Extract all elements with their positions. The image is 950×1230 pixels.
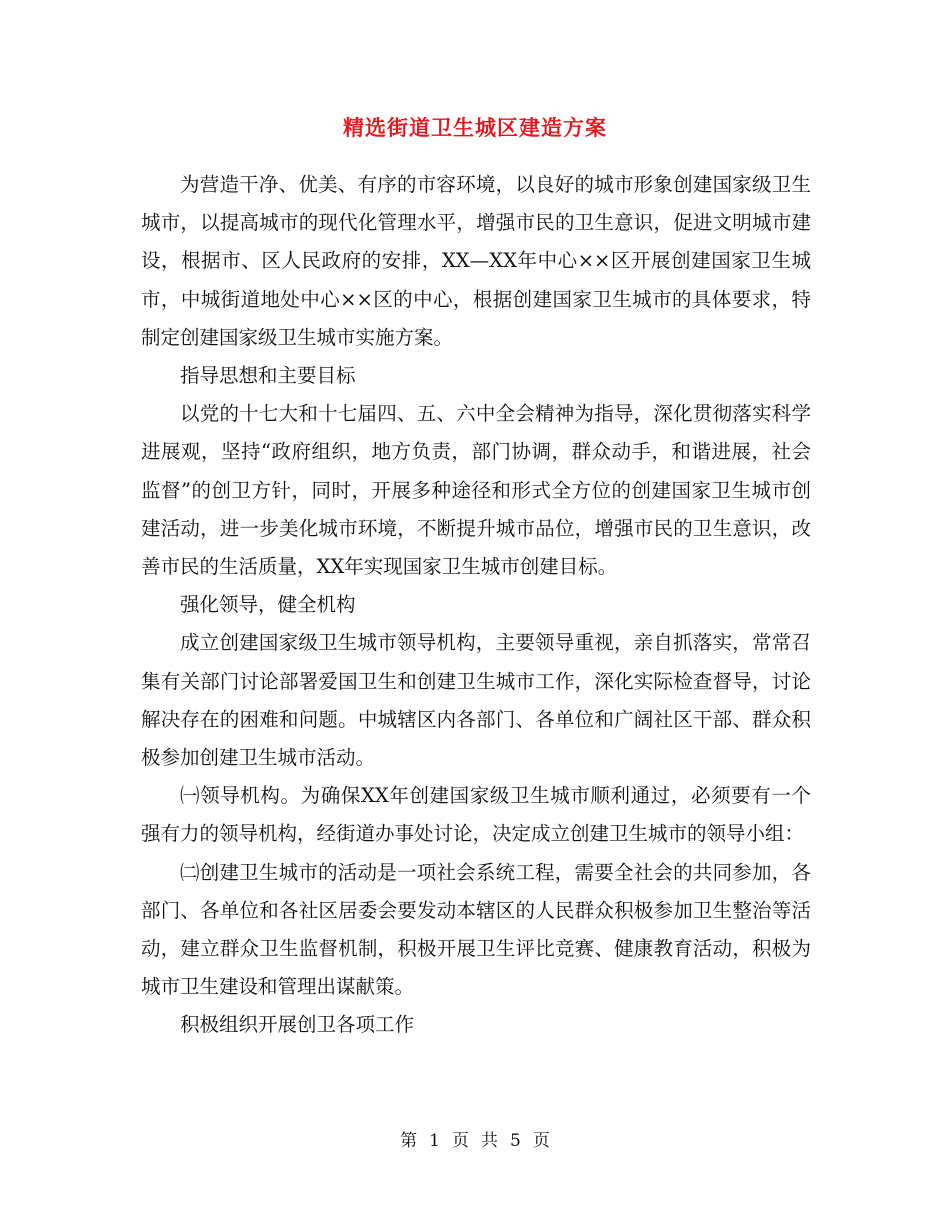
total-label: 共 <box>481 1131 498 1151</box>
page-label-mid: 页 <box>452 1131 469 1151</box>
page-footer <box>0 1126 950 1151</box>
paragraph-guiding-ideology: 以党的十七大和十七届四、五、六中全会精神为指导，深化贯彻落实科学进展观，坚持“政府组织，地方负责，部门协调，群众动手，和谐进展，社会监督”的创卫方针，同时，开展多种途径和形式全方位的创建国家卫生城市创建活动，进一步美化城市环境，不断提升城市品位，增强市民的卫生意识，改善市民的生活质量，XX年实现国家卫生城市创建目标。 <box>141 402 811 579</box>
page-label-prefix: 第 <box>400 1131 418 1151</box>
paragraph-social-participation: ㈡创建卫生城市的活动是一项社会系统工程，需要全社会的共同参加，各部门、各单位和各社区居委会要发动本辖区的人民群众积极参加卫生整治等活动，建立群众卫生监督机制，积极开展卫生评比竞赛、健康教育活动，积极为城市卫生建设和管理出谋献策。 <box>141 860 811 999</box>
current-page-number: 1 <box>429 1131 440 1151</box>
document-body <box>141 166 811 1045</box>
total-pages-number: 5 <box>510 1131 521 1151</box>
paragraph-intro: 为营造干净、优美、有序的市容环境，以良好的城市形象创建国家级卫生城市，以提高城市的现代化管理水平，增强市民的卫生意识，促进文明城市建设，根据市、区人民政府的安排，XX—XX年中心××区开展创建国家卫生城市，中城街道地处中心××区的中心，根据创建国家卫生城市的具体要求，特制定创建国家级卫生城市实施方案。 <box>141 173 811 349</box>
heading-organize-work: 积极组织开展创卫各项工作 <box>180 1013 415 1037</box>
heading-guiding-ideology: 指导思想和主要目标 <box>180 364 356 388</box>
paragraph-leadership-organ: ㈠领导机构。为确保XX年创建国家级卫生城市顺利通过，必须要有一个强有力的领导机构，经街道办事处讨论，决定成立创建卫生城市的领导小组： <box>141 784 811 846</box>
document-title: 精选街道卫生城区建造方案 <box>343 115 607 140</box>
heading-leadership: 强化领导，健全机构 <box>180 593 356 617</box>
page-label-suffix: 页 <box>532 1131 550 1151</box>
paragraph-leadership: 成立创建国家级卫生城市领导机构，主要领导重视，亲自抓落实，常常召集有关部门讨论部署爱国卫生和创建卫生城市工作，深化实际检查督导，讨论解决存在的困难和问题。中城辖区内各部门、各单位和广阔社区干部、群众积极参加创建卫生城市活动。 <box>141 631 811 770</box>
